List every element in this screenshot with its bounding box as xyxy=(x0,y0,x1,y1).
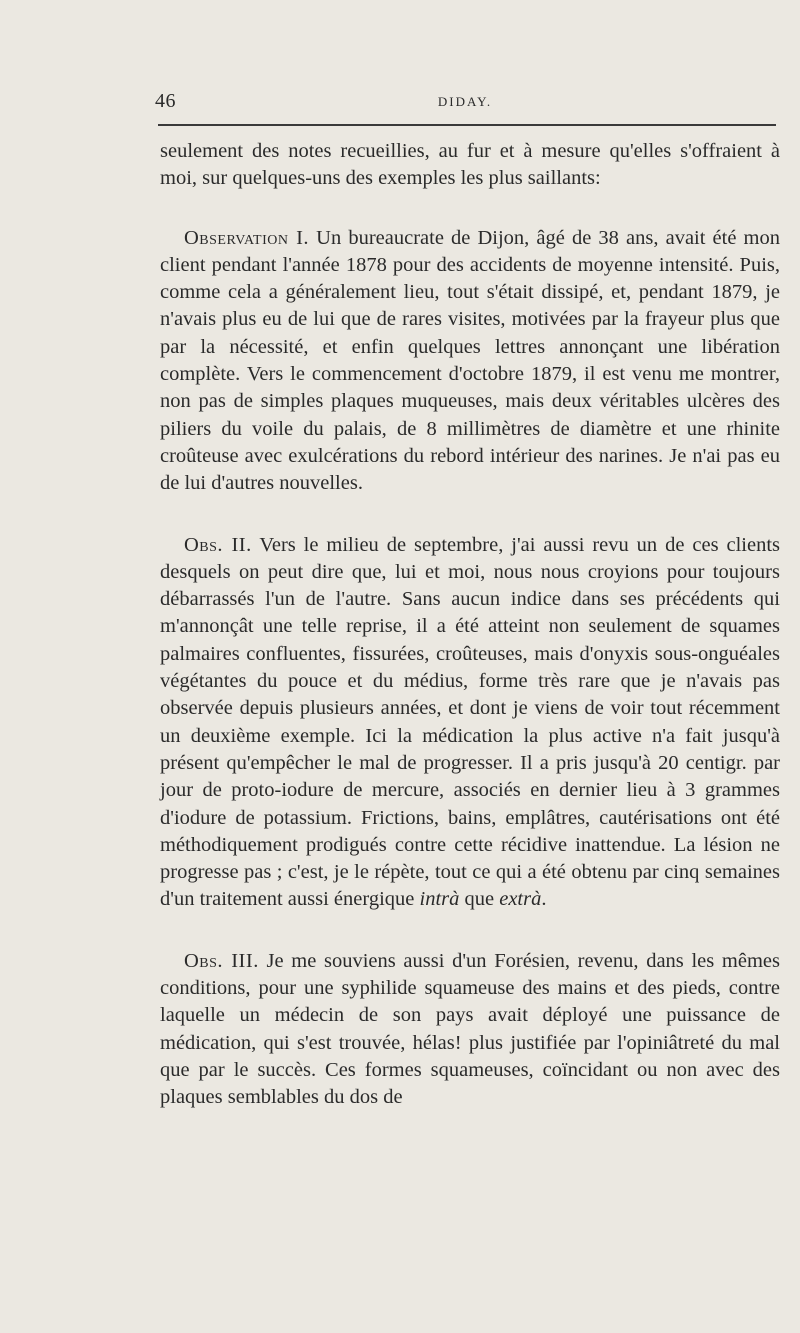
observation-2-text: Vers le milieu de septembre, j'ai aussi revu un de ces clients desquels on peut dire que, lui et moi, nous nous croyions pour toujours débarrassés l'un de l'autre. Sans aucun indice dans ses précédents qui m'annonçât une telle reprise, il a été atteint non seulement de squames palmaires confluentes, fissurées, croûteuses, mais d'onyxis sous-onguéales végétantes du pouce et du médius, forme très rare que je n'avais pas observée depuis plusieurs années, et dont je viens de voir tout récemment un deuxième exemple. Ici la médication la plus active n'a fait jusqu'à présent qu'empêcher le mal de progresser. Il a pris jusqu'à 20 centigr. par jour de proto-iodure de mercure, associés en dernier lieu à 3 grammes d'iodure de potassium. Frictions, bains, emplâtres, cautérisations ont été méthodiquement prodigués contre cette récidive inattendue. La lésion ne progresse pas ; c'est, je le répète, tout ce qui a été obtenu par cinq semaines d'un traitement aussi énergique xyxy=(160,533,780,911)
intro-text: seulement des notes recueillies, au fur et à mesure qu'elles s'offraient à moi, sur quelques-uns des exemples les plus saillants: xyxy=(160,140,780,190)
body-text xyxy=(160,138,780,1146)
observation-3-label: Obs. III. xyxy=(184,949,259,972)
intro-paragraph xyxy=(160,138,780,193)
observation-2-text-end: . xyxy=(541,888,547,911)
observation-2 xyxy=(160,532,780,914)
observation-2-italic-extra: extrà xyxy=(499,888,542,911)
page-number: 46 xyxy=(155,90,176,112)
observation-3 xyxy=(160,948,780,1112)
observation-2-text-middle: que xyxy=(459,888,500,911)
running-head: DIDAY. xyxy=(437,94,493,109)
observation-3-text: Je me souviens aussi d'un Forésien, revenu, dans les mêmes conditions, pour une syphilide squameuse des mains et des pieds, contre laquelle un médecin de son pays avait déployé une puissance de médication, qui s'est trouvée, hélas! plus justifiée par l'opiniâtreté du mal que par le succès. Ces formes squameuses, coïncidant ou non avec des plaques semblables du dos de xyxy=(160,949,780,1109)
observation-2-label: Obs. II. xyxy=(184,533,252,556)
observation-1-text: Un bureaucrate de Dijon, âgé de 38 ans, avait été mon client pendant l'année 1878 pour des accidents de moyenne intensité. Puis, comme cela a généralement lieu, tout s'était dissipé, et, pendant 1879, je n'avais plus eu de lui que de rares visites, motivées par la frayeur plus que par la nécessité, et enfin quelques lettres annonçant une libération complète. Vers le commencement d'octobre 1879, il est venu me montrer, non pas de simples plaques muqueuses, mais deux véritables ulcères des piliers du voile du palais, de 8 millimètres de diamètre et une rhinite croûteuse avec exulcérations du rebord intérieur des narines. Je n'ai pas eu de lui d'autres nouvelles. xyxy=(160,226,780,495)
observation-1-label: Observation I. xyxy=(184,226,310,249)
header-rule xyxy=(158,124,776,126)
observation-1 xyxy=(160,225,780,498)
observation-2-italic-intra: intrà xyxy=(419,888,460,911)
page-header xyxy=(155,90,775,120)
